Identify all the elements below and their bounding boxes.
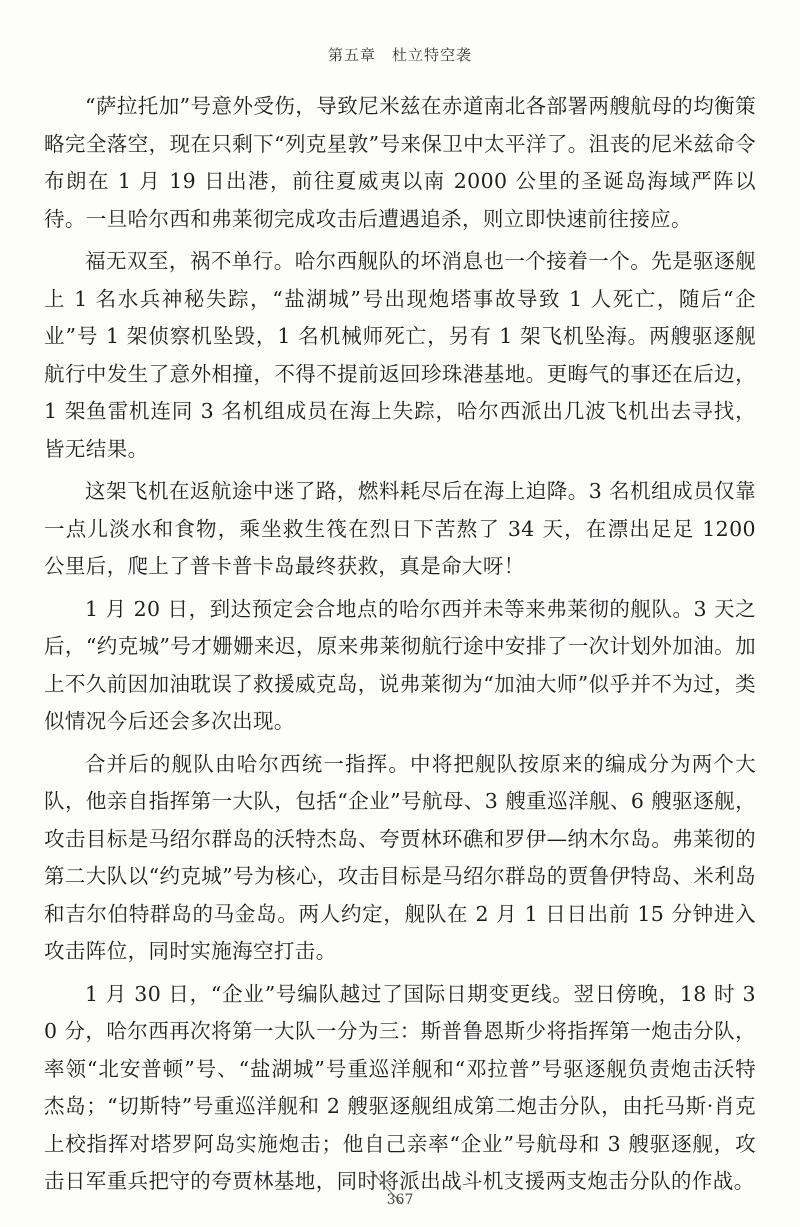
paragraph: 1 月 20 日，到达预定会合地点的哈尔西并未等来弗莱彻的舰队。3 天之后，“约克城”号才姗姗来迟，原来弗莱彻航行途中安排了一次计划外加油。加上不久前因加油耽误了救援威克岛，说弗莱彻为“加油大师”似乎并不为过，类似情况今后还会多次出现。: [44, 596, 756, 733]
body-text: [44, 88, 756, 1206]
paragraph: 福无双至，祸不单行。哈尔西舰队的坏消息也一个接着一个。先是驱逐舰上 1 名水兵神秘失踪，“盐湖城”号出现炮塔事故导致 1 人死亡，随后“企业”号 1 架侦察机坠毁，1 名机械师死亡，另有 1 架飞机坠海。两艘驱逐舰航行中发生了意外相撞，不得不提前返回珍珠港基地。更晦气的事还在后边，1 架鱼雷机连同 3 名机组成员在海上失踪，哈尔西派出几波飞机出去寻找，皆无结果。: [44, 249, 756, 461]
paragraph: “萨拉托加”号意外受伤，导致尼米兹在赤道南北各部署两艘航母的均衡策略完全落空，现在只剩下“列克星敦”号来保卫中太平洋了。沮丧的尼米兹命令布朗在 1 月 19 日出港，前往夏威夷以南 2000 公里的圣诞岛海域严阵以待。一旦哈尔西和弗莱彻完成攻击后遭遇追杀，则立即快速前往接应。: [44, 94, 756, 231]
running-head: 第五章 杜立特空袭: [327, 46, 472, 64]
paragraph: 这架飞机在返航途中迷了路，燃料耗尽后在海上迫降。3 名机组成员仅靠一点儿淡水和食物，乘坐救生筏在烈日下苦熬了 34 天，在漂出足足 1200 公里后，爬上了普卡普卡岛最终获救，真是命大呀！: [44, 479, 756, 578]
paragraph: 1 月 30 日，“企业”号编队越过了国际日期变更线。翌日傍晚，18 时 30 分，哈尔西再次将第一大队一分为三：斯普鲁恩斯少将指挥第一炮击分队，率领“北安普顿”号、“盐湖城”号重巡洋舰和“邓拉普”号驱逐舰负责炮击沃特杰岛；“切斯特”号重巡洋舰和 2 艘驱逐舰组成第二炮击分队，由托马斯·肖克上校指挥对塔罗阿岛实施炮击；他自己亲率“企业”号航母和 3 艘驱逐舰，攻击日军重兵把守的夸贾林基地，同时将派出战斗机支援两支炮击分队的作战。: [44, 981, 756, 1193]
page-number: 367: [386, 1192, 414, 1208]
paragraph: 合并后的舰队由哈尔西统一指挥。中将把舰队按原来的编成分为两个大队，他亲自指挥第一大队，包括“企业”号航母、3 艘重巡洋舰、6 艘驱逐舰，攻击目标是马绍尔群岛的沃特杰岛、夸贾林环礁和罗伊—纳木尔岛。弗莱彻的第二大队以“约克城”号为核心，攻击目标是马绍尔群岛的贾鲁伊特岛、米利岛和吉尔伯特群岛的马金岛。两人约定，舰队在 2 月 1 日日出前 15 分钟进入攻击阵位，同时实施海空打击。: [44, 751, 756, 963]
